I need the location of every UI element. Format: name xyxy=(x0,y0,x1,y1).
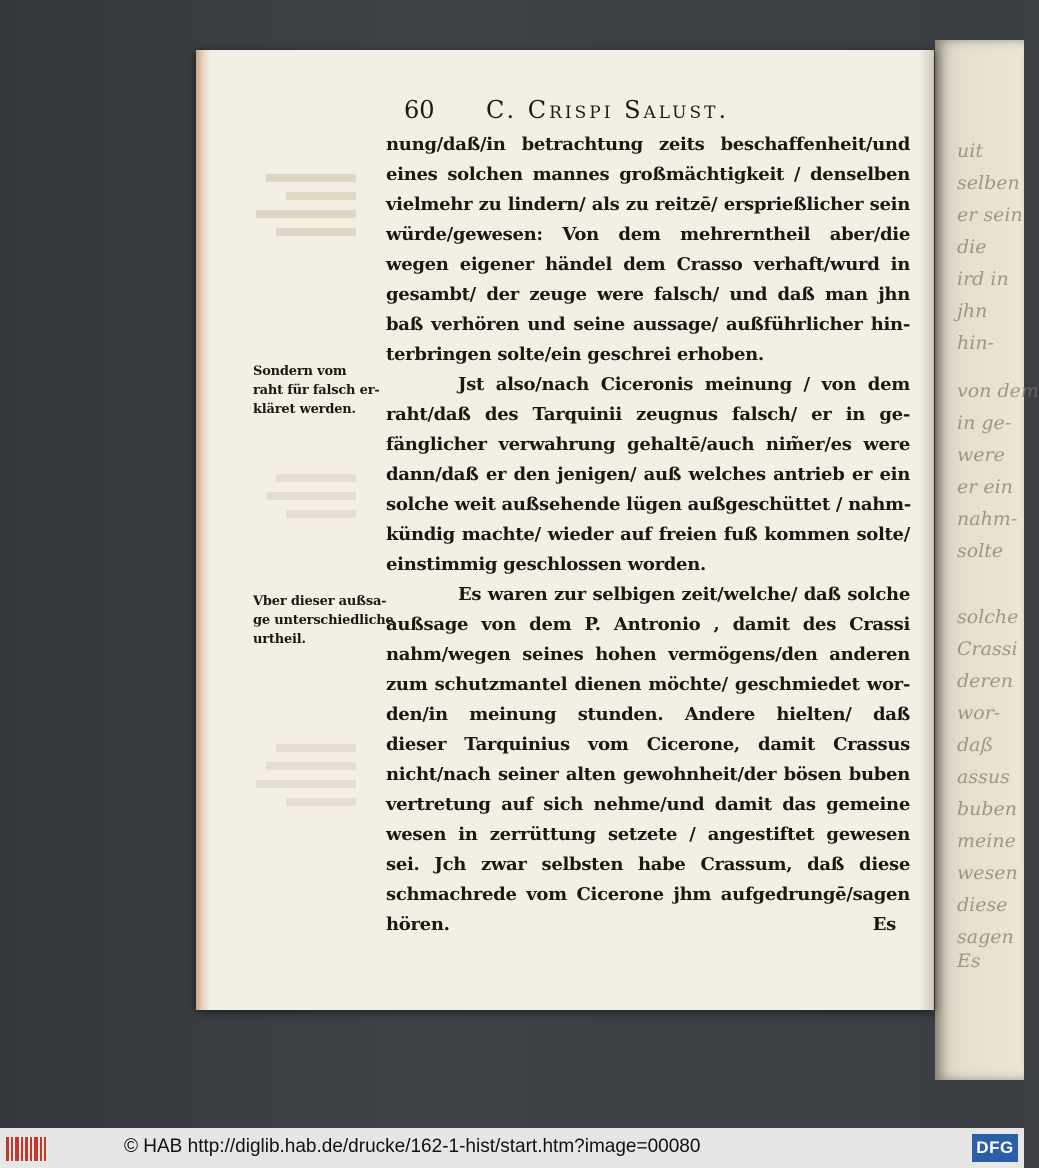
source-attribution-link[interactable]: © HAB http://diglib.hab.de/drucke/162-1-hist/start.htm?image=00080 xyxy=(124,1136,701,1157)
text-line: fänglicher verwahrung gehaltē/auch nim̃er/es were xyxy=(386,434,910,455)
marginal-note-2 xyxy=(253,592,394,649)
marginal-note-line: kläret werden. xyxy=(253,402,356,417)
bleed-through-shape xyxy=(226,170,366,250)
bleed-through-shape xyxy=(226,470,366,530)
page-number: 60 xyxy=(404,96,435,124)
marginal-note-line: raht für falsch er- xyxy=(253,383,380,398)
last-line-row xyxy=(386,910,910,940)
text-line: raht/daß des Tarquinii zeugnus falsch/ er in ge- xyxy=(386,404,910,425)
text-line: gesambt/ der zeuge were falsch/ und daß man jhn xyxy=(386,284,910,305)
text-line: vertretung auf sich nehme/und damit das gemeine xyxy=(386,794,910,815)
text-line: kündig machte/ wieder auf freien fuß kommen solte/ xyxy=(386,524,910,545)
text-line: nahm/wegen seines hohen vermögens/den anderen xyxy=(386,644,910,665)
text-line: wegen eigener händel dem Crasso verhaft/wurd in xyxy=(386,254,910,275)
text-line: nicht/nach seiner alten gewohnheit/der bösen buben xyxy=(386,764,910,785)
text-line: den/in meinung stunden. Andere hielten/ daß xyxy=(386,704,910,725)
text-line: sei. Jch zwar selbsten habe Crassum, daß diese xyxy=(386,854,910,875)
bleed-through-marks-2 xyxy=(226,470,366,530)
bleed-through-shape xyxy=(226,740,366,820)
text-line: Jst also/nach Ciceronis meinung / von dem xyxy=(458,374,910,395)
marginal-note-line: ge unterschiedliche xyxy=(253,613,394,628)
footer-bar xyxy=(0,1128,1024,1168)
marginal-note-line: Sondern vom xyxy=(253,364,347,379)
running-head: C. Crispi Salust. xyxy=(486,96,730,124)
bleed-through-marks-3 xyxy=(226,740,366,820)
text-line: würde/gewesen: Von dem mehrerntheil aber/die xyxy=(386,224,910,245)
text-line: solche weit außsehende lügen außgeschüttet / nahm- xyxy=(386,494,911,515)
text-line: baß verhören und seine aussage/ außführlicher hin- xyxy=(386,314,910,335)
facing-page-edge: uit selben er sein die ird in jhn hin- von dem in ge- were er ein nahm- solte solche Crassi deren wor- daß assus buben meine wesen diese sagen Es xyxy=(935,40,1024,1080)
page-edge xyxy=(196,50,210,1010)
text-line: zum schutzmantel dienen möchte/ geschmiedet wor- xyxy=(386,674,910,695)
text-line: dieser Tarquinius vom Cicerone, damit Crassus xyxy=(386,734,910,755)
dfg-logo: DFG xyxy=(972,1134,1018,1162)
text-line: Es waren zur selbigen zeit/welche/ daß solche xyxy=(458,584,910,605)
text-line: schmachrede vom Cicerone jhm aufgedrungē/sagen xyxy=(386,884,910,905)
text-line: eines solchen mannes großmächtigkeit / denselben xyxy=(386,164,910,185)
text-line: einstimmig geschlossen worden. xyxy=(386,554,706,575)
text-line: vielmehr zu lindern/ als zu reitzē/ ersprießlicher sein xyxy=(386,194,910,215)
marginal-note-line: Vber dieser außsa- xyxy=(253,594,387,609)
page-gutter-shadow xyxy=(920,50,934,1010)
bleed-through-marks xyxy=(226,170,366,250)
text-line: wesen in zerrüttung setzete / angestiftet gewesen xyxy=(386,824,910,845)
text-line: dann/daß er den jenigen/ auß welches antrieb er ein xyxy=(386,464,910,485)
marginal-note-1 xyxy=(253,362,380,419)
barcode-icon xyxy=(6,1137,46,1161)
catchword: Es xyxy=(872,914,896,935)
text-line: terbringen solte/ein geschrei erhoben. xyxy=(386,344,764,365)
text-line: außsage von dem P. Antronio , damit des Crassi xyxy=(386,614,910,635)
body-text xyxy=(386,130,910,940)
text-line: hören. xyxy=(386,914,450,935)
marginal-note-line: urtheil. xyxy=(253,632,306,647)
text-line: nung/daß/in betrachtung zeits beschaffenheit/und xyxy=(386,134,910,155)
